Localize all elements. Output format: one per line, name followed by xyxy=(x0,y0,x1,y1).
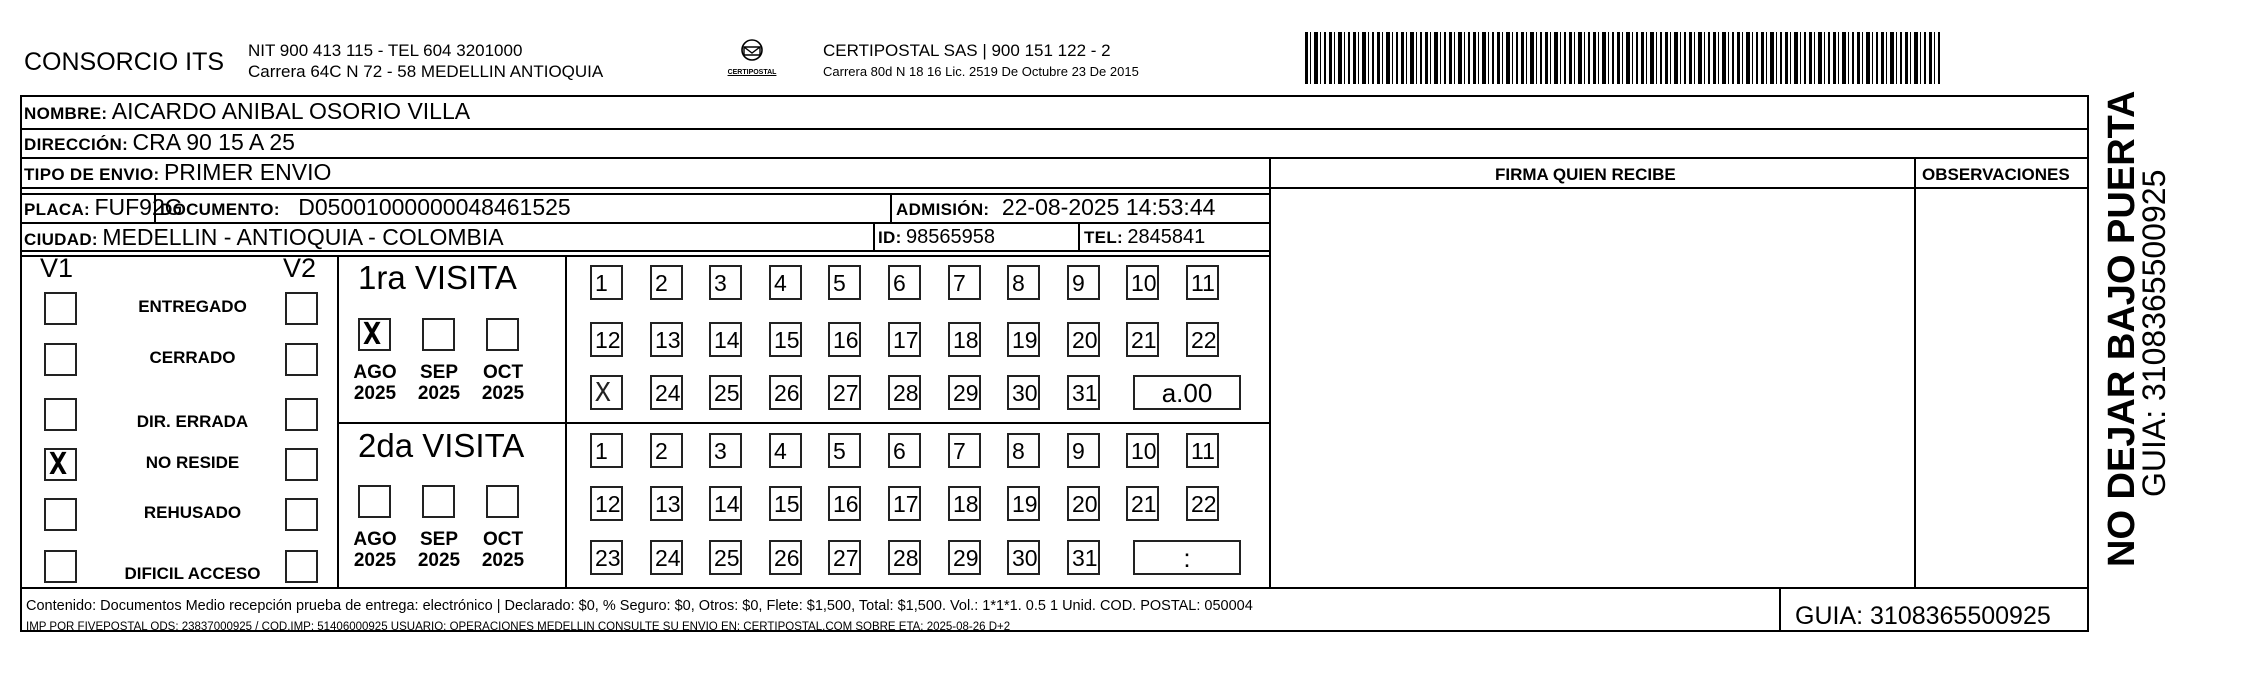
status-label: CERRADO xyxy=(149,348,236,367)
day-box[interactable]: 16 xyxy=(828,322,861,357)
day-box[interactable]: 8 xyxy=(1007,265,1040,300)
visit1-title: 1ra VISITA xyxy=(358,259,517,296)
ciudad-value: MEDELLIN - ANTIOQUIA - COLOMBIA xyxy=(102,224,504,250)
v-firma xyxy=(1269,158,1271,587)
status-v2-checkbox[interactable] xyxy=(285,398,318,431)
month-name: OCT xyxy=(482,362,524,383)
day-box[interactable]: 27 xyxy=(828,375,861,410)
day-box[interactable]: 21 xyxy=(1126,486,1159,521)
day-box[interactable]: 28 xyxy=(888,540,921,575)
rule-3 xyxy=(20,187,2089,189)
tipo-value: PRIMER ENVIO xyxy=(163,159,332,185)
month-checkbox[interactable] xyxy=(358,318,391,351)
day-box[interactable]: 15 xyxy=(769,486,802,521)
v-id xyxy=(873,222,875,252)
admision-row xyxy=(896,194,1215,221)
logo-text: CERTIPOSTAL xyxy=(727,69,777,76)
day-box[interactable]: 22 xyxy=(1186,322,1219,357)
month-year: 2025 xyxy=(481,550,525,571)
nombre-value: AICARDO ANIBAL OSORIO VILLA xyxy=(111,98,471,124)
month-year: 2025 xyxy=(417,550,461,571)
placa-value: FUF92G xyxy=(94,194,183,220)
month-year: 2025 xyxy=(353,550,397,571)
admision-label: ADMISIÓN: xyxy=(896,200,990,219)
day-box[interactable]: 19 xyxy=(1007,322,1040,357)
month-name: OCT xyxy=(482,529,524,550)
nombre-row xyxy=(24,98,470,125)
day-box[interactable]: 4 xyxy=(769,265,802,300)
day-box[interactable]: 17 xyxy=(888,322,921,357)
documento-row xyxy=(160,194,571,221)
month-label xyxy=(476,362,530,404)
month-checkbox[interactable] xyxy=(486,318,519,351)
tel-row xyxy=(1084,226,1205,249)
day-box[interactable]: 1 xyxy=(590,265,623,300)
status-v2-checkbox[interactable] xyxy=(285,448,318,481)
day-box[interactable]: 23 xyxy=(590,540,623,575)
day-box[interactable]: 2 xyxy=(650,433,683,468)
status-label: ENTREGADO xyxy=(138,297,247,316)
month-year: 2025 xyxy=(353,383,397,404)
day-box[interactable]: 28 xyxy=(888,375,921,410)
month-label xyxy=(476,529,530,571)
visit2-title: 2da VISITA xyxy=(358,427,525,464)
carrier-line1: CERTIPOSTAL SAS | 900 151 122 - 2 xyxy=(823,41,1111,60)
day-box[interactable]: 15 xyxy=(769,322,802,357)
status-label: NO RESIDE xyxy=(145,453,240,472)
company-info xyxy=(248,40,603,82)
month-checkbox[interactable] xyxy=(486,485,519,518)
id-row xyxy=(878,226,995,249)
side-guia: GUIA: 3108365500925 xyxy=(2136,169,2172,497)
status-v1-checkbox[interactable] xyxy=(44,550,77,583)
day-box[interactable]: 29 xyxy=(948,540,981,575)
day-box[interactable]: 10 xyxy=(1126,433,1159,468)
day-box[interactable] xyxy=(590,375,623,410)
day-box[interactable]: 7 xyxy=(948,265,981,300)
day-box[interactable]: 20 xyxy=(1067,486,1100,521)
status-v2-checkbox[interactable] xyxy=(285,292,318,325)
month-label xyxy=(412,529,466,571)
documento-value: D05001000000048461525 xyxy=(298,194,571,220)
footer-guia: GUIA: 3108365500925 xyxy=(1795,602,2051,630)
day-box[interactable]: 25 xyxy=(709,375,742,410)
admision-value: 22-08-2025 14:53:44 xyxy=(1001,194,1216,220)
month-name: SEP xyxy=(419,362,459,383)
day-box[interactable]: 9 xyxy=(1067,433,1100,468)
observaciones-label: OBSERVACIONES xyxy=(1922,165,2070,184)
day-box[interactable]: 13 xyxy=(650,322,683,357)
ciudad-row xyxy=(24,224,504,251)
v-footer-guia xyxy=(1779,588,1781,632)
day-box[interactable]: 12 xyxy=(590,322,623,357)
status-v2-checkbox[interactable] xyxy=(285,343,318,376)
day-box[interactable]: 24 xyxy=(650,540,683,575)
day-box[interactable]: 16 xyxy=(828,486,861,521)
day-box[interactable]: 29 xyxy=(948,375,981,410)
day-box[interactable]: 22 xyxy=(1186,486,1219,521)
day-box[interactable]: 6 xyxy=(888,265,921,300)
firma-label: FIRMA QUIEN RECIBE xyxy=(1495,165,1676,184)
rule-1 xyxy=(20,128,2089,130)
day-box[interactable]: 4 xyxy=(769,433,802,468)
nombre-label: NOMBRE: xyxy=(24,104,108,123)
v-visits xyxy=(337,255,339,587)
day-box[interactable]: 30 xyxy=(1007,540,1040,575)
status-v1-checkbox[interactable] xyxy=(44,398,77,431)
carrier-info xyxy=(823,40,1139,82)
day-box[interactable]: 27 xyxy=(828,540,861,575)
envelope-logo-icon xyxy=(734,38,770,64)
day-box[interactable]: 30 xyxy=(1007,375,1040,410)
day-box[interactable]: 31 xyxy=(1067,540,1100,575)
certipostal-logo xyxy=(722,38,782,76)
month-label xyxy=(412,362,466,404)
day-box[interactable]: 31 xyxy=(1067,375,1100,410)
tipo-label: TIPO DE ENVIO: xyxy=(24,165,160,184)
rule-visit2 xyxy=(337,422,1269,424)
carrier-line2: Carrera 80d N 18 16 Lic. 2519 De Octubre 23 De 2015 xyxy=(823,64,1139,79)
company-address: Carrera 64C N 72 - 58 MEDELLIN ANTIOQUIA xyxy=(248,62,604,81)
month-year: 2025 xyxy=(481,383,525,404)
company-nit: NIT 900 413 115 - TEL 604 3201000 xyxy=(248,41,523,60)
status-label: DIR. ERRADA xyxy=(136,412,249,431)
day-box[interactable]: 9 xyxy=(1067,265,1100,300)
month-name: AGO xyxy=(353,362,397,383)
day-box[interactable]: 5 xyxy=(828,433,861,468)
day-box[interactable]: 6 xyxy=(888,433,921,468)
day-box[interactable]: 12 xyxy=(590,486,623,521)
v2-header: V2 xyxy=(283,253,317,283)
month-name: AGO xyxy=(353,529,397,550)
day-box[interactable]: 18 xyxy=(948,322,981,357)
day-box[interactable]: 13 xyxy=(650,486,683,521)
month-label xyxy=(348,362,402,404)
footer-line2: IMP POR FIVEPOSTAL ODS: 23837000925 / COD.IMP: 51406000925 USUARIO: OPERACIONES MEDELLIN CONSULTE SU ENVIO EN: CERTIPOSTAL.COM SOBRE ETA: 2025-08-26 D+2 xyxy=(26,621,1011,633)
status-v2-checkbox[interactable] xyxy=(285,498,318,531)
day-box[interactable]: 8 xyxy=(1007,433,1040,468)
v1-header: V1 xyxy=(40,253,74,283)
day-box[interactable]: 1 xyxy=(590,433,623,468)
status-label: DIFICIL ACCESO xyxy=(124,564,261,583)
month-name: SEP xyxy=(419,529,459,550)
v-admision xyxy=(890,193,892,224)
day-box[interactable]: 26 xyxy=(769,375,802,410)
side-notice: NO DEJAR BAJO PUERTA xyxy=(2101,90,2143,567)
day-box[interactable]: 24 xyxy=(650,375,683,410)
day-box[interactable]: 7 xyxy=(948,433,981,468)
ciudad-label: CIUDAD: xyxy=(24,230,98,249)
day-box[interactable]: 3 xyxy=(709,433,742,468)
day-box[interactable]: 5 xyxy=(828,265,861,300)
status-v2-checkbox[interactable] xyxy=(285,550,318,583)
placa-label: PLACA: xyxy=(24,200,91,219)
direccion-label: DIRECCIÓN: xyxy=(24,135,129,154)
tel-label: TEL: xyxy=(1084,228,1123,247)
day-box[interactable]: 2 xyxy=(650,265,683,300)
documento-label: DOCUMENTO: xyxy=(160,200,280,219)
status-label: REHUSADO xyxy=(143,503,242,522)
day-box[interactable]: 14 xyxy=(709,322,742,357)
day-box[interactable]: 25 xyxy=(709,540,742,575)
month-checkbox[interactable] xyxy=(358,485,391,518)
visit1-time[interactable]: a.00 xyxy=(1133,375,1241,410)
day-box[interactable]: 3 xyxy=(709,265,742,300)
placa-row xyxy=(24,194,183,221)
visit2-time[interactable]: : xyxy=(1133,540,1241,575)
id-value: 98565958 xyxy=(906,226,995,248)
status-v1-checkbox[interactable] xyxy=(44,343,77,376)
month-checkbox[interactable] xyxy=(422,318,455,351)
id-label: ID: xyxy=(878,228,902,247)
direccion-row xyxy=(24,129,295,156)
rule-obs xyxy=(1914,187,2089,189)
tipo-row xyxy=(24,159,331,186)
day-box[interactable]: 14 xyxy=(709,486,742,521)
day-box[interactable]: 17 xyxy=(888,486,921,521)
month-year: 2025 xyxy=(417,383,461,404)
v-tel xyxy=(1078,222,1080,252)
status-v1-checkbox[interactable] xyxy=(44,498,77,531)
month-label xyxy=(348,529,402,571)
barcode xyxy=(1305,32,1940,84)
day-box[interactable]: 11 xyxy=(1186,265,1219,300)
v-right xyxy=(2087,158,2089,587)
v-days xyxy=(565,255,567,587)
day-box[interactable]: 20 xyxy=(1067,322,1100,357)
rule-5b xyxy=(20,255,1269,257)
v-obs xyxy=(1914,158,1916,587)
day-box[interactable]: 19 xyxy=(1007,486,1040,521)
company-name: CONSORCIO ITS xyxy=(24,48,225,76)
tel-value: 2845841 xyxy=(1127,226,1206,248)
day-box[interactable]: 18 xyxy=(948,486,981,521)
status-v1-checkbox[interactable] xyxy=(44,448,77,481)
direccion-value: CRA 90 15 A 25 xyxy=(132,129,295,155)
status-v1-checkbox[interactable] xyxy=(44,292,77,325)
day-box[interactable]: 11 xyxy=(1186,433,1219,468)
day-box[interactable]: 10 xyxy=(1126,265,1159,300)
month-checkbox[interactable] xyxy=(422,485,455,518)
footer-line1: Contenido: Documentos Medio recepción prueba de entrega: electrónico | Declarado: $0, % Seguro: $0, Otros: $0, Flete: $1,500, Total: $1,500. Vol.: 1*1*1. 0.5 1 Unid. COD. POSTAL: 050004 xyxy=(26,598,1253,614)
day-box[interactable]: 21 xyxy=(1126,322,1159,357)
day-box[interactable]: 26 xyxy=(769,540,802,575)
